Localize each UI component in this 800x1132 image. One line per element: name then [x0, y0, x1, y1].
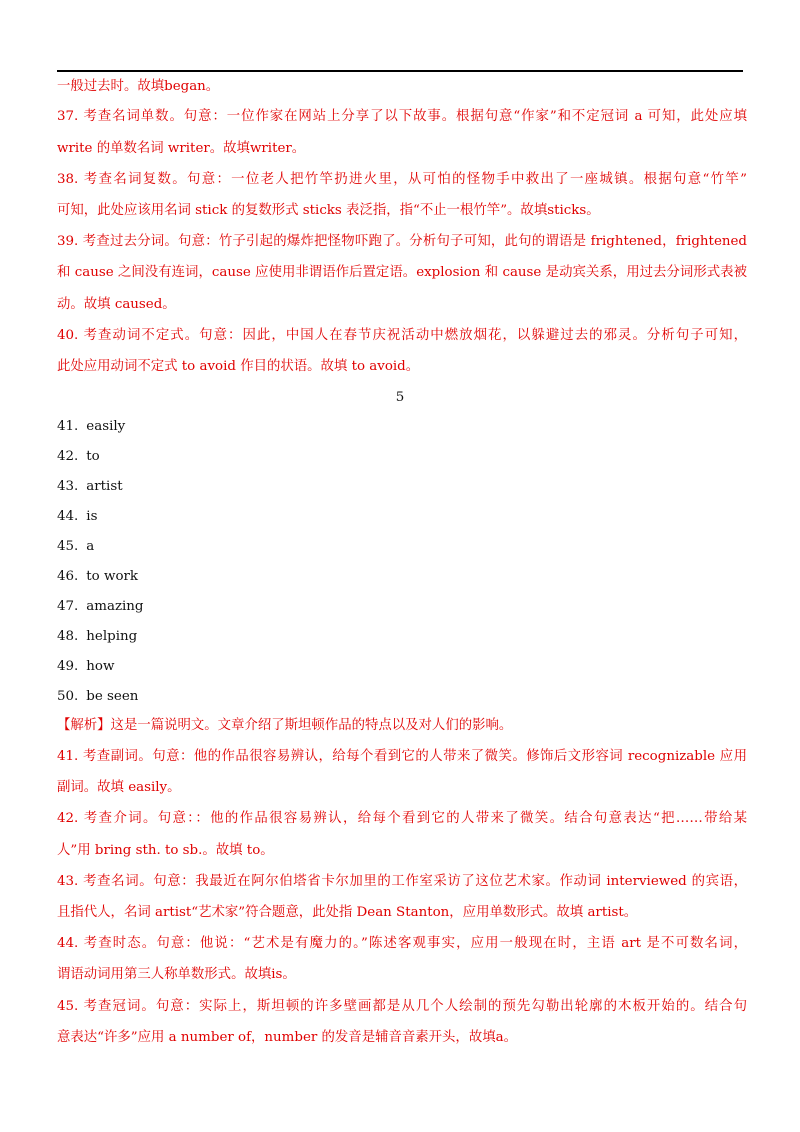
explanation-line: 可知，此处应该用名词 stick 的复数形式 sticks 表泛指，指“不止一根竹竿”。故填sticks。: [57, 203, 600, 218]
explanation-line: 一般过去时。故填began。: [57, 79, 220, 94]
answer-number: 49.: [57, 659, 79, 674]
answer-item: [57, 507, 97, 527]
page-number: 5: [395, 390, 405, 405]
explanation-line: 意表达“许多”应用 a number of，number 的发音是辅音音素开头，故填a。: [57, 1030, 517, 1045]
answer-number: 48.: [57, 629, 79, 644]
answer-item: [57, 477, 123, 497]
explanation-line: 且指代人，名词 artist“艺术家”符合题意，此处指 Dean Stanton，应用单数形式。故填 artist。: [57, 905, 638, 920]
answer-number: 42.: [57, 449, 79, 464]
explanation-line: 动。故填 caused。: [57, 297, 176, 312]
answer-item: [57, 627, 137, 647]
explanation-line: 41. 考查副词。句意：他的作品很容易辨认，给每个看到它的人带来了微笑。修饰后文形容词 recognizable 应用: [57, 749, 747, 764]
answer-text: amazing: [86, 599, 144, 614]
answer-number: 46.: [57, 569, 79, 584]
answer-text: artist: [86, 479, 123, 494]
answer-text: a: [86, 539, 95, 554]
explanation-line: 37. 考查名词单数。句意：一位作家在网站上分享了以下故事。根据句意“作家”和不定冠词 a 可知，此处应填: [57, 109, 747, 124]
answer-number: 45.: [57, 539, 79, 554]
answer-item: [57, 687, 138, 707]
analysis-heading: 【解析】这是一篇说明文。文章介绍了斯坦顿作品的特点以及对人们的影响。: [57, 718, 513, 733]
answer-number: 44.: [57, 509, 79, 524]
explanation-line: 45. 考查冠词。句意：实际上，斯坦顿的许多壁画都是从几个人绘制的预先勾勒出轮廓的木板开始的。结合句: [57, 999, 747, 1014]
explanation-line: 和 cause 之间没有连词，cause 应使用非谓语作后置定语。explosion 和 cause 是动宾关系，用过去分词形式表被: [57, 265, 747, 280]
answer-text: is: [86, 509, 98, 524]
answer-text: helping: [86, 629, 138, 644]
answer-text: to: [86, 449, 100, 464]
answer-text: to work: [86, 569, 139, 584]
answer-item: [57, 657, 114, 677]
explanation-line: 38. 考查名词复数。句意：一位老人把竹竿扔进火里，从可怕的怪物手中救出了一座城镇。根据句意“竹竿”: [57, 172, 747, 187]
explanation-line: 44. 考查时态。句意：他说：“艺术是有魔力的。”陈述客观事实，应用一般现在时，主语 art 是不可数名词，: [57, 936, 747, 951]
answer-item: [57, 597, 144, 617]
answer-number: 41.: [57, 419, 79, 434]
explanation-line: 副词。故填 easily。: [57, 780, 181, 795]
explanation-line: 42. 考查介词。句意：：他的作品很容易辨认，给每个看到它的人带来了微笑。结合句意表达“把……带给某: [57, 811, 747, 826]
answer-item: [57, 447, 100, 467]
explanation-line: write 的单数名词 writer。故填writer。: [57, 141, 306, 156]
answer-item: [57, 567, 138, 587]
answer-text: how: [86, 659, 115, 674]
answer-text: easily: [86, 419, 126, 434]
answer-item: [57, 417, 125, 437]
answer-number: 50.: [57, 689, 79, 704]
explanation-line: 39. 考查过去分词。句意：竹子引起的爆炸把怪物吓跑了。分析句子可知，此句的谓语是 frightened，frightened: [57, 234, 747, 249]
explanation-line: 40. 考查动词不定式。句意：因此，中国人在春节庆祝活动中燃放烟花，以躲避过去的邪灵。分析句子可知，: [57, 328, 747, 343]
explanation-line: 43. 考查名词。句意：我最近在阿尔伯塔省卡尔加里的工作室采访了这位艺术家。作动词 interviewed 的宾语，: [57, 874, 747, 889]
answer-number: 43.: [57, 479, 79, 494]
header-rule: [57, 70, 743, 72]
answer-item: [57, 537, 94, 557]
explanation-line: 此处应用动词不定式 to avoid 作目的状语。故填 to avoid。: [57, 359, 420, 374]
explanation-line: 人”用 bring sth. to sb.。故填 to。: [57, 843, 274, 858]
answer-text: be seen: [86, 689, 139, 704]
answer-number: 47.: [57, 599, 79, 614]
explanation-line: 谓语动词用第三人称单数形式。故填is。: [57, 967, 296, 982]
